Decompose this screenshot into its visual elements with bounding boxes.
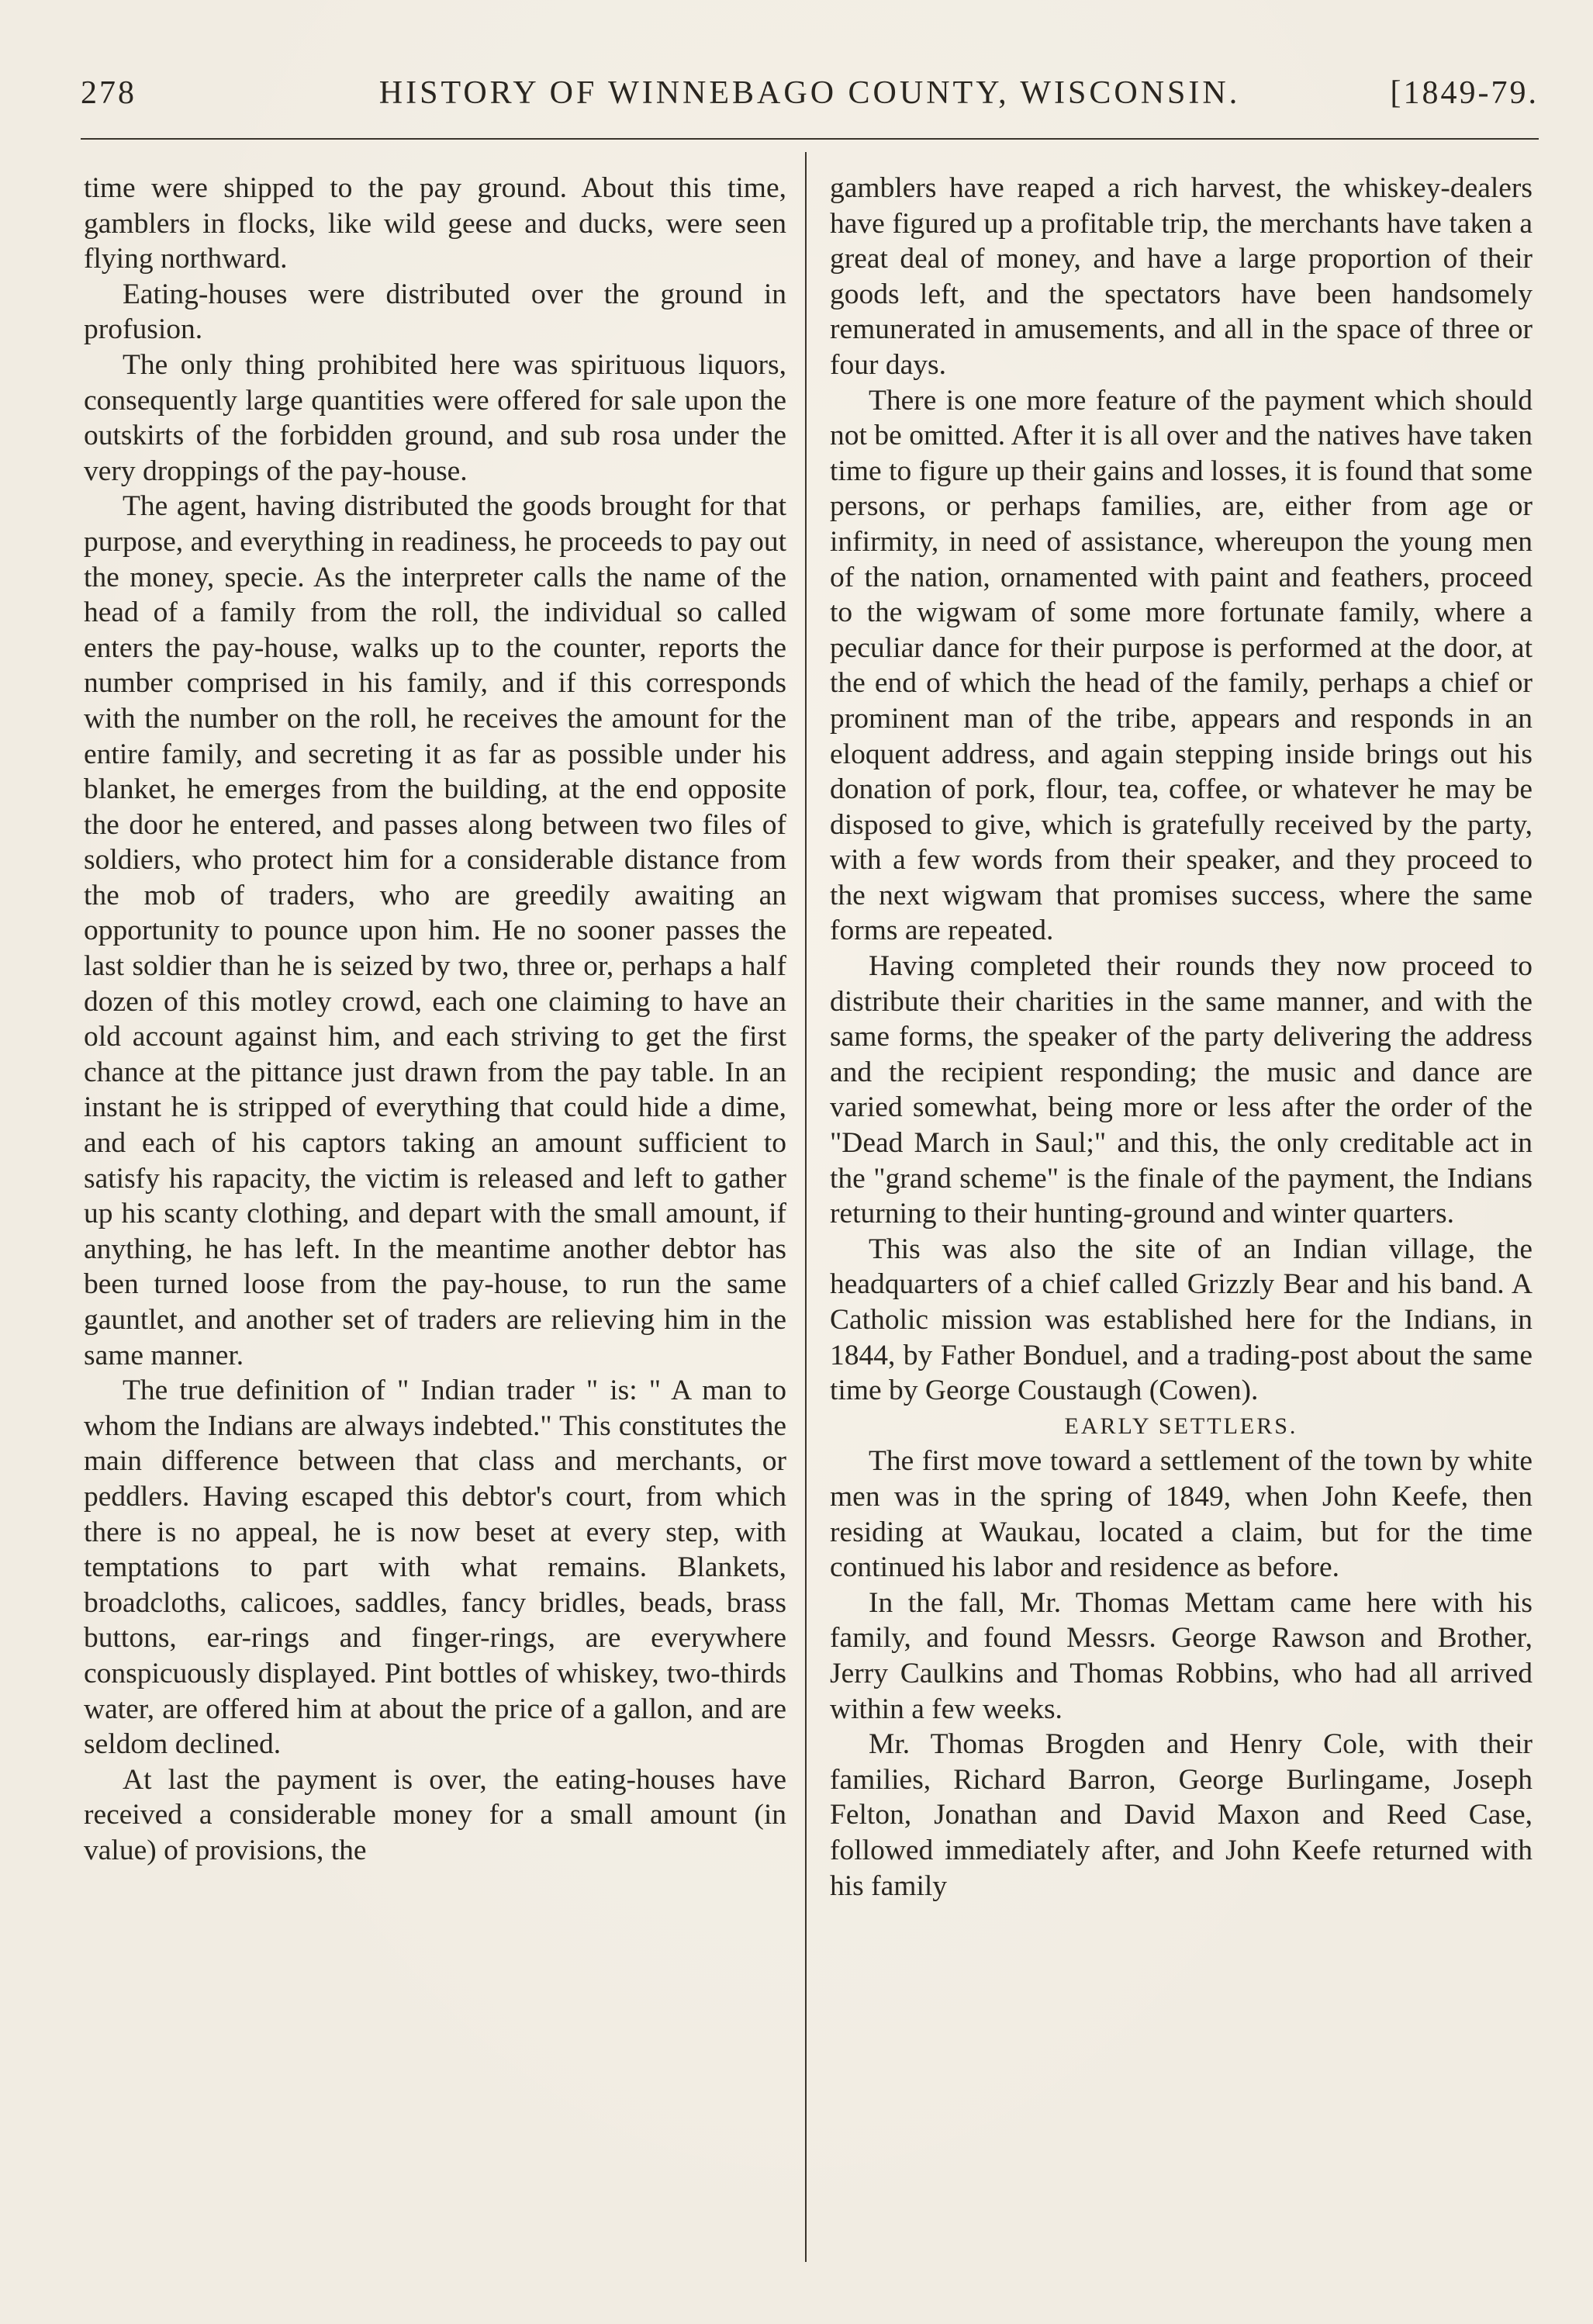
year-range: [1849-79.	[1390, 75, 1539, 111]
paragraph: Having completed their rounds they now proceed to distribute their charities in the same manner, and with the same forms, the speaker of the party delivering the address and the recipient responding; the music and dance are varied somewhat, being more or less after the order of the "Dead March in Saul;" and this, the only creditable act in the "grand scheme" is the finale of the payment, the Indians returning to their hunting-ground and winter quarters.	[830, 950, 1533, 1230]
paragraph: This was also the site of an Indian village, the headquarters of a chief called Grizzly Bear and his band. A Catholic mission was established here for the Indians, in 1844, by Father Bonduel, and a trading-post about the same time by George Coustaugh (Cowen).	[830, 1233, 1533, 1407]
paragraph: Eating-houses were distributed over the ground in profusion.	[84, 278, 786, 346]
right-column	[830, 171, 1533, 1904]
paragraph: The first move toward a settlement of the town by white men was in the spring of 1849, when John Keefe, then residing at Waukau, located a claim, but for the time continued his labor and residence as before.	[830, 1445, 1533, 1584]
column-divider	[805, 152, 807, 2262]
left-column	[84, 171, 786, 1869]
paragraph: In the fall, Mr. Thomas Mettam came here with his family, and found Messrs. George Rawson and Brother, Jerry Caulkins and Thomas Robbins, who had all arrived within a few weeks.	[830, 1586, 1533, 1725]
paragraph: At last the payment is over, the eating-houses have received a considerable money for a small amount (in value) of provisions, the	[84, 1763, 786, 1866]
running-header	[81, 70, 1539, 116]
paragraph: The true definition of " Indian trader " is: " A man to whom the Indians are always indebted." This constitutes the main difference between that class and merchants, or peddlers. Having escaped this debtor's court, from which there is no appeal, he is now beset at every step, with temptations to part with what remains. Blankets, broadcloths, calicoes, saddles, fancy bridles, beads, brass buttons, ear-rings and finger-rings, are everywhere conspicuously displayed. Pint bottles of whiskey, two-thirds water, are offered him at about the price of a gallon, and are seldom declined.	[84, 1375, 786, 1761]
paragraph: There is one more feature of the payment which should not be omitted. After it is all over and the natives have taken time to figure up their gains and losses, it is found that some persons, or perhaps families, are, either from age or infirmity, in need of assistance, whereupon the young men of the nation, ornamented with paint and feathers, proceed to the wigwam of some more fortunate family, where a peculiar dance for their purpose is performed at the door, at the end of which the head of the family, perhaps a chief or prominent man of the tribe, appears and responds in an eloquent address, and again stepping inside brings out his donation of pork, flour, tea, coffee, or whatever he may be disposed to give, which is gratefully received by the party, with a few words from their speaker, and they proceed to the next wigwam that promises success, where the same forms are repeated.	[830, 384, 1533, 947]
paragraph: Mr. Thomas Brogden and Henry Cole, with their families, Richard Barron, George Burlingame, Joseph Felton, Jonathan and David Maxon and Reed Case, followed immediately after, and John Keefe returned with his family	[830, 1728, 1533, 1902]
running-title: HISTORY OF WINNEBAGO COUNTY, WISCONSIN.	[378, 75, 1241, 111]
paragraph: time were shipped to the pay ground. About this time, gamblers in flocks, like wild geese and ducks, were seen flying northward.	[84, 172, 786, 275]
paragraph: The agent, having distributed the goods brought for that purpose, and everything in readiness, he proceeds to pay out the money, specie. As the interpreter calls the name of the head of a family from the roll, the individual so called enters the pay-house, walks up to the counter, reports the number comprised in his family, and if this corresponds with the number on the roll, he receives the amount for the entire family, and secreting it as far as possible under his blanket, he emerges from the building, at the end opposite the door he entered, and passes along between two files of soldiers, who protect him for a considerable distance from the mob of traders, who are greedily awaiting an opportunity to pounce upon him. He no sooner passes the last soldier than he is seized by two, three or, perhaps a half dozen of this motley crowd, each one claiming to have an old account against him, and each striving to get the first chance at the pittance just drawn from the pay table. In an instant he is stripped of everything that could hide a dime, and each of his captors taking an amount sufficient to satisfy his rapacity, the victim is released and left to gather up his scanty clothing, and depart with the small amount, if anything, he has left. In the meantime another debtor has been turned loose from the pay-house, to run the same gauntlet, and another set of traders are relieving him in the same manner.	[84, 490, 786, 1371]
paragraph: The only thing prohibited here was spirituous liquors, consequently large quantities were offered for sale upon the outskirts of the forbidden ground, and sub rosa under the very droppings of the pay-house.	[84, 348, 786, 487]
section-heading: EARLY SETTLERS.	[1064, 1413, 1298, 1439]
paragraph: gamblers have reaped a rich harvest, the whiskey-dealers have figured up a profitable trip, the merchants have taken a great deal of money, and have a large proportion of their goods left, and the spectators have been handsomely remunerated in amusements, and all in the space of three or four days.	[830, 172, 1533, 381]
page-number: 278	[81, 75, 136, 111]
header-rule	[81, 138, 1539, 140]
